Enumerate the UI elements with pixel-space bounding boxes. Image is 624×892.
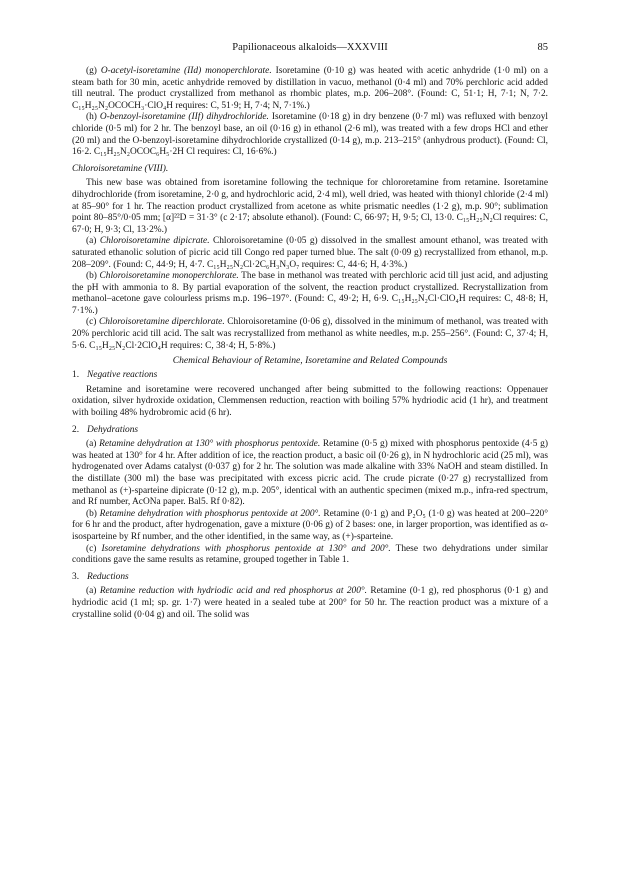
compound-title: Chloroisoretamine monoperchlorate.	[99, 271, 239, 282]
paragraph-text: Chloroisoretamine (0·06 g), dissolved in the minimum of methanol, was treated with 20% perchloric acid till acid. The salt was recrystallized from methanol as white needles, m.p. 255–256°. (Found: C, 37·4; H, 5·6. C₁₅H₂₅N₂Cl·2ClO₄H requires: C, 38·4; H, 5·8%.)	[72, 317, 549, 351]
paragraph-label: (c)	[86, 543, 102, 554]
paragraph-a	[72, 236, 548, 271]
compound-title: O-acetyl-isoretamine (IId) monoperchlorate.	[100, 66, 272, 76]
compound-title: Chloroisoretamine diperchlorate.	[98, 317, 225, 328]
section-heading-text: Reductions	[87, 571, 129, 582]
paragraph-b	[72, 271, 548, 317]
experiment-title: Isoretamine dehydrations with phosphorus pentoxide at 130° and 200°.	[101, 543, 391, 554]
compound-title: O-benzoyl-isoretamine (IIf) dihydrochloride.	[99, 112, 269, 123]
paragraph-text: Chloroisoretamine (0·05 g) dissolved in the smallest amount ethanol, was treated with saturated ethanolic solution of picric acid till Congo red paper turned blue. The salt (0·09 g) recrystallized from ethanol, m.p. 208–209°. (Found: C, 44·9; H, 4·7. C₁₅H₂₅N₂Cl·2C₆H₃N₃O₇ requires: C, 44·6; H, 4·3%.)	[72, 236, 548, 270]
section-heading-text: Negative reactions	[87, 370, 158, 381]
section-number: 2.	[72, 424, 80, 435]
page-number: 85	[537, 42, 548, 53]
paragraph-text: The base in methanol was treated with perchloric acid till just acid, and adjusting the pH with ammonia to 8. By partial evaporation of the solvent, the reaction product crystallized. Recrystallization from methanol–acetone gave colourless prisms m.p. 196–197°. (Found: C, 49·2; H, 6·9. C₁₅H₂₅N₂Cl·ClO₄H requires: C, 48·8; H, 7·1%.)	[72, 271, 548, 316]
paragraph-h	[72, 112, 548, 158]
experiment-title: Retamine dehydration with phosphorus pentoxide at 200°.	[99, 508, 321, 519]
experiment-title: Retamine dehydration at 130° with phosphorus pentoxide.	[99, 439, 321, 450]
paragraph-label: (c)	[86, 317, 99, 328]
compound-title: Chloroisoretamine dipicrate.	[99, 236, 210, 247]
paragraph-label: (a)	[86, 439, 100, 450]
paragraph-dehydration-c	[72, 544, 548, 567]
paragraph-chloroisoretamine: This new base was obtained from isoretamine following the technique for chlororetamine from retamine. Isoretamine dihydrochloride (from isoretamine, 2·0 g, and hydrochloric acid, 2·4 ml), well dried, was heated with thionyl chloride (2·4 ml) at 85–90° for 1 hr. The reaction product crystallized from acetone as white prismatic needles (1·2 g), m.p. 90°; sublimation point 80–85°/0·05 mm; [α]²²D = 31·3° (c 2·17; absolute ethanol). (Found: C, 66·97; H, 9·5; Cl, 13·0. C₁₅H₂₅N₂Cl requires: C, 67·0; H, 9·3; Cl, 13·2%.)	[72, 178, 548, 235]
paragraph-text: Isoretamine (0·18 g) in dry benzene (0·7 ml) was refluxed with benzoyl chloride (0·5 ml) for 2 hr. The benzoyl base, an oil (0·16 g) in ethanol (2·6 ml), was treated with a few drops HCl and ether (20 ml) and the O-benzoyl-isoretamine dihydrochloride crystallized (0·14 g), m.p. 213–215° (anhydrous product). (Found: Cl, 16·2. C₁₅H₂₅N₂OCOC₆H₅·2H Cl requires: Cl, 16·6%.)	[72, 112, 548, 158]
subsection-heading	[72, 164, 548, 176]
experiment-title: Retamine reduction with hydriodic acid and red phosphorus at 200°.	[99, 586, 367, 597]
paragraph-text: These two dehydrations under similar conditions gave the same results as retamine, grouped together in Table 1.	[72, 543, 548, 566]
section-2-heading	[72, 425, 548, 437]
section-title: Chemical Behaviour of Retamine, Isoretamine and Related Compounds	[172, 355, 448, 367]
section-number: 1.	[72, 370, 80, 381]
paragraph-dehydration-b	[72, 509, 548, 544]
paragraph-label: (b)	[86, 271, 100, 282]
paragraph-label: (a)	[86, 586, 100, 597]
section-heading-text: Dehydrations	[87, 424, 139, 435]
section-number: 3.	[72, 571, 80, 582]
page-header	[72, 42, 548, 58]
chloroisoretamine-heading: Chloroisoretamine (VIII).	[72, 163, 169, 174]
paragraph-reduction-a	[72, 586, 548, 621]
paragraph-text: Retamine (0·1 g), red phosphorus (0·1 g) and hydriodic acid (1 ml; sp. gr. 1·7) were heated in a sealed tube at 200° for 50 hr. The reaction product was a mixture of a crystalline solid (0·04 g) and oil. The solid was	[72, 586, 549, 620]
paragraph-c	[72, 317, 548, 352]
paragraph-label: (g)	[86, 66, 101, 76]
paragraph-text: Isoretamine (0·10 g) was heated with acetic anhydride (1·0 ml) on a steam bath for 30 min, acetic anhydride removed by distillation in vacuo, methanol (0·4 ml) and 70% perchloric acid added till neutral. The product crystallized from methanol as rhombic plates, m.p. 206–208°. (Found: C, 51·1; H, 7·1; N, 7·2. C₁₅H₂₅N₂OCOCH₃·ClO₄H requires: C, 51·9; H, 7·4; N, 7·1%.)	[72, 66, 548, 111]
paragraph-label: (b)	[86, 508, 100, 519]
article-body	[72, 66, 548, 621]
section-3-heading	[72, 572, 548, 584]
paragraph-label: (h)	[86, 112, 100, 123]
paragraph-negative-reactions: Retamine and isoretamine were recovered unchanged after being submitted to the following reactions: Oppenauer oxidation, silver hydroxide oxidation, Clemmensen reduction, reaction with boiling 57% hydriodic acid (1 hr), and treatment with boiling 48% hydrobromic acid (6 hr).	[72, 384, 548, 419]
running-title: Papilionaceous alkaloids—XXXVIII	[232, 42, 388, 53]
paragraph-text: Retamine (0·1 g) and P₂O₅ (1·0 g) was heated at 200–220° for 6 hr and the product, after hydrogenation, gave a mixture (0·06 g) of 2 bases: one, in larger proportion, was identified as α-isosparteine by Rf number, and the other identified, in the same way, as (+)-sparteine.	[72, 508, 548, 542]
paragraph-dehydration-a	[72, 439, 548, 509]
section-1-heading	[72, 370, 548, 382]
paragraph-text: Retamine (0·5 g) mixed with phosphorus pentoxide (4·5 g) was heated at 130° for 4 hr. After addition of ice, the reaction product, a basic oil (0·26 g), in N hydrochloric acid (25 ml), was hydrogenated over Adams catalyst (0·037 g) for 2 hr. The solution was made alkaline with 33% NaOH and steam distilled. In the distillate (300 ml) the base was precipitated with excess picric acid. The crude picrate (0·27 g) recrystallized from methanol as (+)-sparteine dipicrate (0·12 g), m.p. 205°, identical with an authentic specimen (mixed m.p., infra-red spectrum, and Rf number, AcONa paper. Bal5. Rf 0·82).	[72, 439, 548, 508]
paragraph-g	[72, 66, 548, 112]
paragraph-label: (a)	[86, 236, 100, 247]
